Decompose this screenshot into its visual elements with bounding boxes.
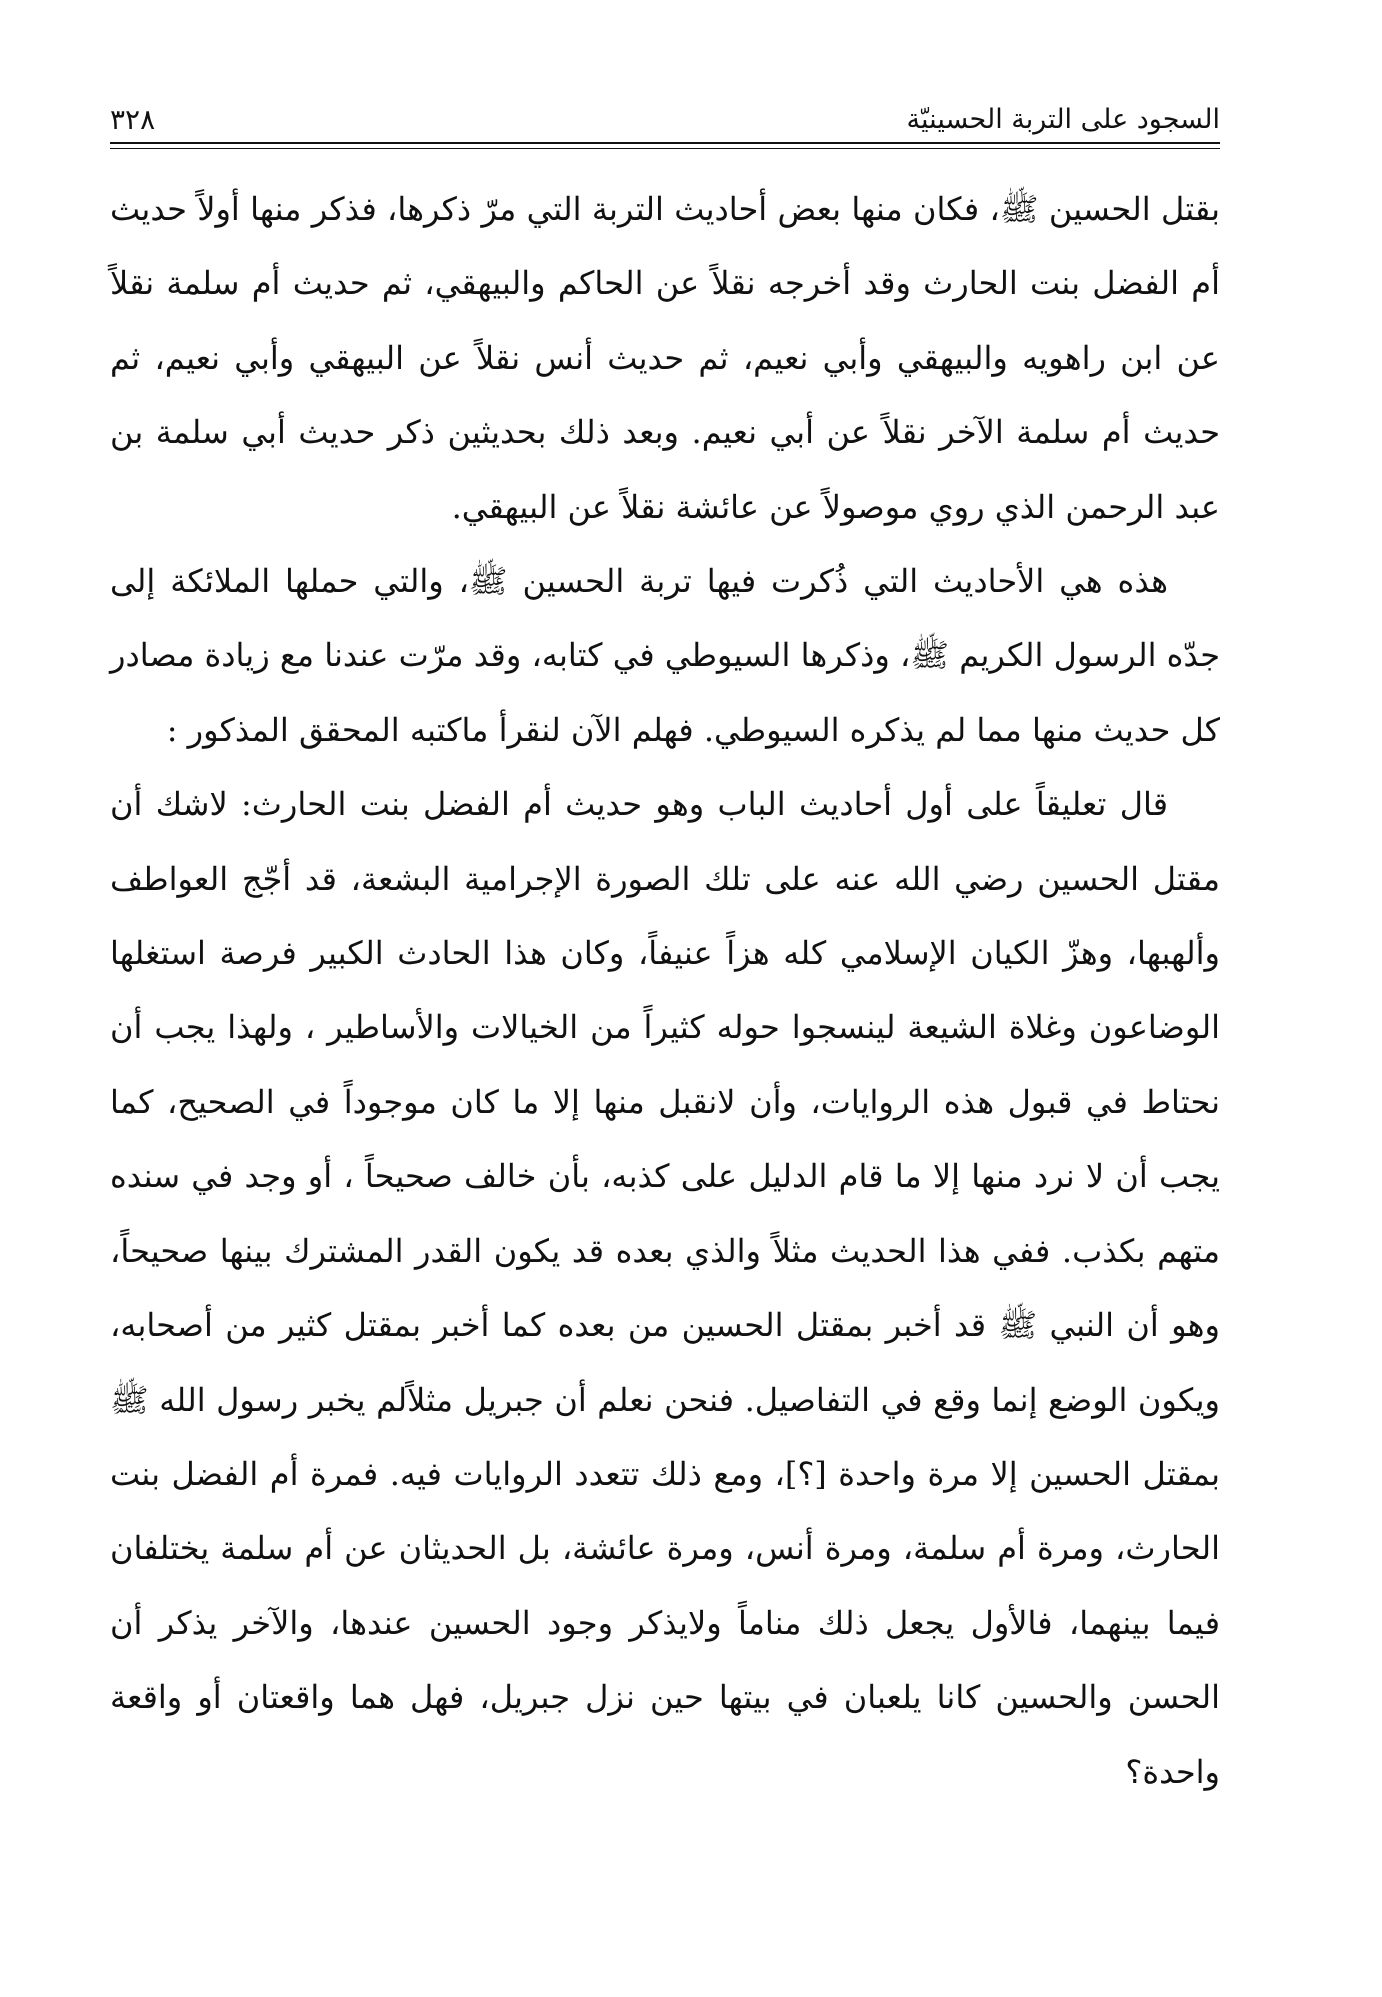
paragraph-2: هذه هي الأحاديث التي ذُكرت فيها تربة الحسين ﷺ، والتي حملها الملائكة إلى جدّه الرسول الكريم ﷺ، وذكرها السيوطي في كتابه، وقد مرّت عندنا مع زيادة مصادر كل حديث منها مما لم يذكره السيوطي. فهلم الآن لنقرأ ماكتبه المحقق المذكور : <box>110 562 1221 749</box>
paragraph-3: قال تعليقاً على أول أحاديث الباب وهو حديث أم الفضل بنت الحارث: لاشك أن مقتل الحسين رضي الله عنه على تلك الصورة الإجرامية البشعة، قد أجّج العواطف وألهبها، وهزّ الكيان الإسلامي كله هزاً عنيفاً، وكان هذا الحادث الكبير فرصة استغلها الوضاعون وغلاة الشيعة لينسجوا حوله كثيراً من الخيالات والأساطير ، ولهذا يجب أن نحتاط في قبول هذه الروايات، وأن لانقبل منها إلا ما كان موجوداً في الصحيح، كما يجب أن لا نرد منها إلا ما قام الدليل على كذبه، بأن خالف صحيحاً ، أو وجد في سنده متهم بكذب. ففي هذا الحديث مثلاً والذي بعده قد يكون القدر المشترك بينها صحيحاً، وهو أن النبي ﷺ قد أخبر بمقتل الحسين من بعده كما أخبر بمقتل كثير من أصحابه، ويكون الوضع إنما وقع في التفاصيل. فنحن نعلم أن جبريل مثلاًلم يخبر رسول الله ﷺ بمقتل الحسين إلا مرة واحدة [؟]، ومع ذلك تتعدد الروايات فيه. فمرة أم الفضل بنت الحارث، ومرة أم سلمة، ومرة أنس، ومرة عائشة، بل الحديثان عن أم سلمة يختلفان فيما بينهما، فالأول يجعل ذلك مناماً ولايذكر وجود الحسين عندها، والآخر يذكر أن الحسن والحسين كانا يلعبان في بيتها حين نزل جبريل، فهل هما واقعتان أو واقعة واحدة؟ <box>110 785 1221 1791</box>
paragraph-1: بقتل الحسين ﷺ، فكان منها بعض أحاديث التربة التي مرّ ذكرها، فذكر منها أولاً حديث أم الفضل بنت الحارث وقد أخرجه نقلاً عن الحاكم والبيهقي، ثم حديث أم سلمة نقلاً عن ابن راهويه والبيهقي وأبي نعيم، ثم حديث أنس نقلاً عن البيهقي وأبي نعيم، ثم حديث أم سلمة الآخر نقلاً عن أبي نعيم. وبعد ذلك بحديثين ذكر حديث أبي سلمة بن عبد الرحمن الذي روي موصولاً عن عائشة نقلاً عن البيهقي. <box>110 190 1221 526</box>
page-number: ٣٢٨ <box>110 103 156 136</box>
running-head <box>110 92 1220 136</box>
body-text <box>110 172 1220 1809</box>
running-title: السجود على التربة الحسينيّة <box>906 104 1220 135</box>
header-rule <box>110 142 1220 149</box>
